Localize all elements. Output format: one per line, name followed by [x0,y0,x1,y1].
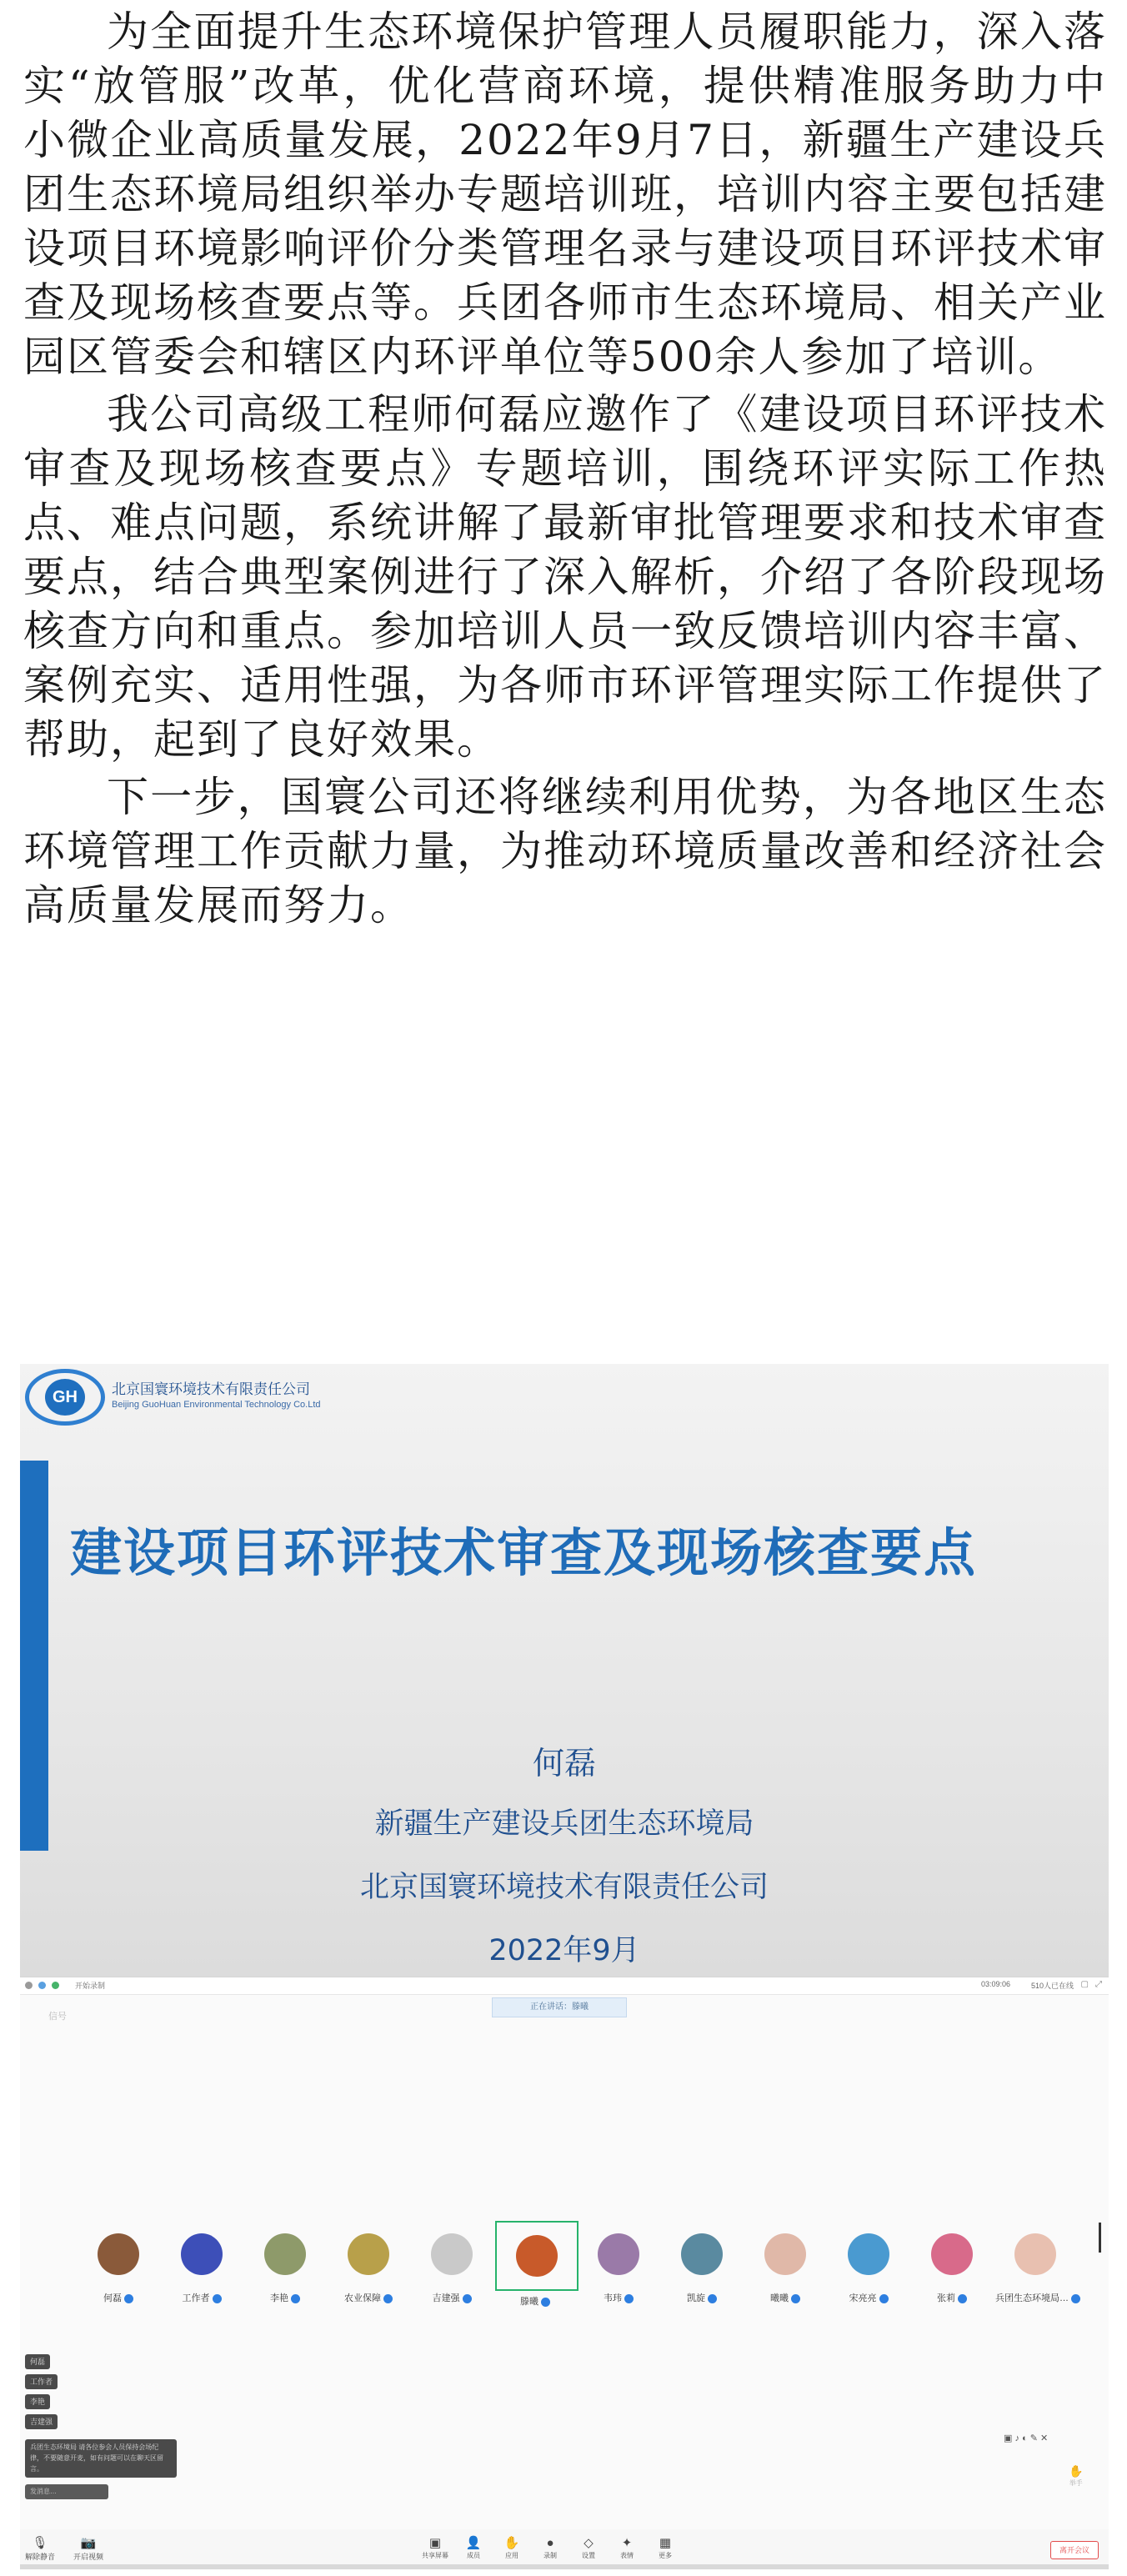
speaking-indicator: 正在讲话：滕曦 [492,1997,627,2017]
participant-avatar-frame [245,2221,325,2288]
slide-title: 建设项目环评技术审查及现场核查要点 [70,1522,978,1583]
mic-status-icon [708,2294,717,2303]
chat-message: 兵团生态环境局 请各位参会人员保持会场纪律，不要随意开麦，如有问题可以在聊天区留言。 [25,2439,177,2478]
toolbar-button[interactable] [574,2536,604,2560]
mic-status-icon [958,2294,967,2303]
participant-name: 韦玮 [604,2293,622,2303]
toolbar-icon: ▣ [428,2536,442,2550]
avatar [181,2233,223,2275]
slide-org-2: 北京国寰环境技术有限责任公司 [359,1871,769,1904]
company-logo [25,1369,321,1426]
slide-presenter: 何磊 [532,1745,596,1782]
participant-name-row [829,2291,909,2304]
avatar [598,2233,639,2275]
slide-org-1: 新疆生产建设兵团生态环境局 [374,1807,754,1841]
toolbar-label: 表情 [620,2552,634,2559]
toolbar-icon: ✦ [621,2536,633,2550]
logo-emblem-icon [25,1369,105,1426]
toolbar-button[interactable] [420,2536,450,2560]
meeting-screenshot [20,1364,1109,2569]
participant-avatar-frame [412,2221,492,2288]
participant-tile[interactable] [662,2221,742,2313]
participant-name-row [662,2291,742,2304]
toolbar-icon: ▦ [659,2536,672,2550]
layout-icon[interactable]: ▢ [1080,1980,1089,1989]
avatar [431,2233,473,2275]
toolbar-center-group [420,2536,680,2560]
participant-name-row [245,2291,325,2304]
presentation-slide [20,1364,1109,1977]
participant-name: 兵团生态环境局… [995,2293,1069,2303]
mute-button[interactable] [25,2536,55,2562]
paragraph-2: 我公司高级工程师何磊应邀作了《建设项目环评技术审查及现场核查要点》专题培训，围绕环评实际工作热点、难点问题，系统讲解了最新审批管理要求和技术审查要点，结合典型案例进行了深入解析，介绍了各阶段现场核查方向和重点。参加培训人员一致反馈培训内容丰富、案例充实、适用性强，为各师市环评管理实际工作提供了帮助，起到了良好效果。 [23,390,1107,764]
leave-meeting-button[interactable]: 离开会议 [1050,2541,1099,2559]
mic-status-icon [879,2294,889,2303]
toolbar-label: 共享屏幕 [422,2552,448,2559]
participant-tile[interactable] [829,2221,909,2313]
participant-name: 滕曦 [520,2297,538,2307]
bottom-strip [20,2564,1109,2569]
participant-avatar-frame [662,2221,742,2288]
avatar [516,2235,558,2277]
participant-tile[interactable] [579,2221,659,2313]
toolbar-button[interactable] [612,2536,642,2560]
avatar [264,2233,306,2275]
meeting-timer: 03:09:06 [980,1980,1010,1988]
chat-chip: 李艳 [25,2394,50,2409]
participant-avatar-frame [328,2221,408,2288]
toolbar-icon: ◇ [584,2536,594,2550]
participant-name: 工作者 [182,2293,210,2303]
mic-status-icon [1071,2294,1080,2303]
participant-name-row [495,2294,575,2308]
participant-tile[interactable] [912,2221,992,2313]
view-controls[interactable]: ▣ ♪ ◐ ✎ ✕ [1004,2433,1049,2443]
participant-avatar-frame [78,2221,158,2288]
chat-chip: 工作者 [25,2374,58,2389]
chat-chip: 吉建强 [25,2414,58,2429]
participant-name: 凯旋 [687,2293,705,2303]
microphone-icon: 🎙 [32,2536,48,2550]
meeting-toolbar [20,2529,1109,2569]
participant-name-row [412,2291,492,2304]
mic-status-icon [213,2294,222,2303]
toolbar-icon: ✋ [503,2536,520,2550]
paragraph-1: 为全面提升生态环境保护管理人员履职能力，深入落实“放管服”改革，优化营商环境，提供精准服务助力中小微企业高质量发展，2022年9月7日，新疆生产建设兵团生态环境局组织举办专题培训班，培训内容主要包括建设项目环境影响评价分类管理名录与建设项目环评技术审查及现场核查要点等。兵团各师市生态环境局、相关产业园区管委会和辖区内环评单位等500余人参加了培训。 [23,8,1107,381]
toolbar-icon: 👤 [465,2536,482,2550]
participant-avatar-frame [495,2221,579,2291]
video-button[interactable] [73,2536,103,2562]
participant-name-row [78,2291,158,2304]
participant-avatar-frame [162,2221,242,2288]
participant-tile[interactable] [745,2221,825,2313]
camera-icon: 📷 [80,2536,97,2550]
mic-status-icon [383,2294,393,2303]
mic-status-icon [791,2294,800,2303]
video-label: 开启视频 [73,2553,104,2561]
slide-date: 2022年9月 [488,1934,640,1967]
raise-hand-label: 举手 [1069,2479,1083,2487]
participant-name: 农业保障 [344,2293,381,2303]
participant-avatar-frame [745,2221,825,2288]
toolbar-label: 应用 [505,2552,518,2559]
participant-name-row [579,2291,659,2304]
avatar [1014,2233,1056,2275]
avatar [931,2233,973,2275]
participant-name-row [912,2291,992,2304]
logo-company-en: Beijing GuoHuan Environmental Technology Co.Ltd [112,1400,321,1410]
toolbar-button[interactable] [497,2536,527,2560]
participant-avatar-frame [579,2221,659,2288]
toolbar-label: 录制 [543,2552,557,2559]
avatar [348,2233,389,2275]
participant-name: 吉建强 [432,2293,460,2303]
avatar [98,2233,139,2275]
logo-company-cn: 北京国寰环境技术有限责任公司 [112,1381,310,1397]
participant-tile[interactable] [78,2221,158,2313]
participant-tile[interactable] [495,2221,575,2313]
toolbar-label: 成员 [467,2552,480,2559]
participant-name-row [162,2291,242,2304]
avatar [764,2233,806,2275]
participant-tile[interactable] [995,2221,1075,2313]
toolbar-button[interactable] [458,2536,488,2560]
mic-status-icon [624,2294,634,2303]
participant-count[interactable]: 510人已在线 [1030,1982,1074,1990]
participant-name-row [995,2291,1075,2304]
security-icon[interactable] [38,1982,46,1989]
slide-accent-bar [20,1461,48,1851]
paragraph-3: 下一步，国寰公司还将继续利用优势，为各地区生态环境管理工作贡献力量，为推动环境质量改善和经济社会高质量发展而努力。 [23,773,1107,930]
meeting-topbar [20,1977,1109,1995]
recording-button[interactable]: 开始录制 [75,1982,106,1990]
logo-initials: GH [45,1379,85,1416]
toolbar-button[interactable] [650,2536,680,2560]
mute-label: 解除静音 [25,2553,56,2561]
participant-strip [78,2221,1104,2313]
participant-avatar-frame [912,2221,992,2288]
chat-chip: 何磊 [25,2354,50,2369]
toolbar-icon: ● [546,2536,554,2550]
participant-tile[interactable] [245,2221,325,2313]
toolbar-label: 更多 [659,2552,672,2559]
participant-name-row [328,2291,408,2304]
strip-scroll-handle[interactable] [1099,2223,1101,2253]
raise-hand-button[interactable]: ✋ 举手 [1069,2464,1084,2487]
avatar [681,2233,723,2275]
network-icon[interactable] [52,1982,59,1989]
status-dot-icon [25,1982,33,1989]
chat-input[interactable]: 发消息… [25,2484,108,2499]
participant-tile[interactable] [412,2221,492,2313]
mic-status-icon [124,2294,133,2303]
fullscreen-icon[interactable]: ⤢ [1095,1980,1102,1989]
participant-name: 曦曦 [770,2293,789,2303]
participant-name: 张莉 [937,2293,955,2303]
participant-name-row [745,2291,825,2304]
toolbar-label: 设置 [582,2552,595,2559]
participant-name: 李艳 [270,2293,288,2303]
avatar [848,2233,889,2275]
toolbar-button[interactable] [535,2536,565,2560]
mic-status-icon [291,2294,300,2303]
article-body [23,5,1107,933]
mic-status-icon [541,2298,550,2307]
participant-name: 宋亮亮 [849,2293,877,2303]
participant-name: 何磊 [103,2293,122,2303]
participant-avatar-frame [995,2221,1075,2288]
signal-indicator: 信号 [48,2012,67,2022]
participant-tile[interactable] [328,2221,408,2313]
participant-avatar-frame [829,2221,909,2288]
mic-status-icon [463,2294,472,2303]
participant-tile[interactable] [162,2221,242,2313]
